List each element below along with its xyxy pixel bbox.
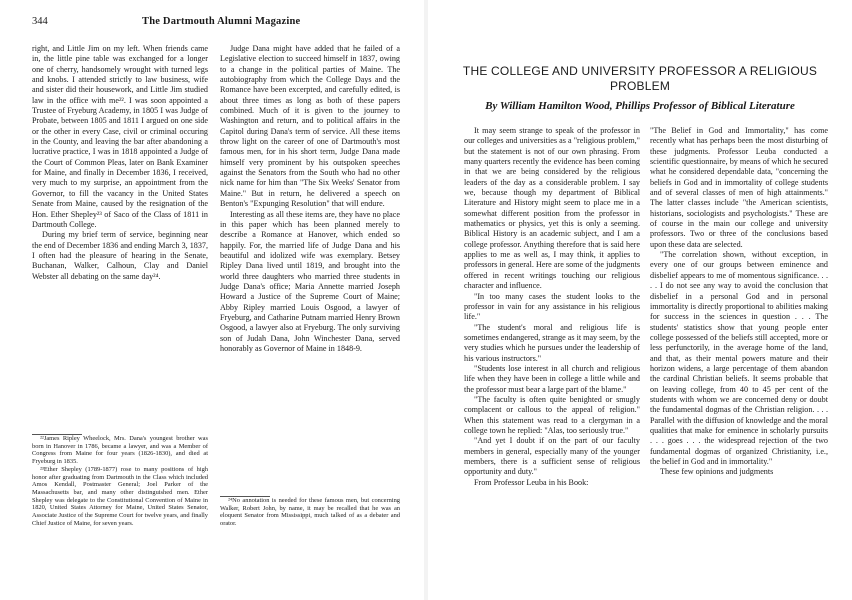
magazine-title: The Dartmouth Alumni Magazine	[142, 16, 301, 27]
paragraph: "Students lose interest in all church and religious life when they have been in college a little while and the professor must bear a large part of the blame."	[464, 363, 640, 394]
paragraph: Interesting as all these items are, they have no place in this paper which has been planned merely to describe a Romance at Hanover, which ended so happily. For, the married life of Judge Dana and his beautiful and idolized wife was exemplary. Betsey Ripley Dana lived until 1819, and brought into the world three daughters who married three students in Judge Dana's office; Maria Annette married Joseph Howard a Justice of the Supreme Court of Maine; Abby Ripley married Louis Osgood, a lawyer of Fryeburg, and Catharine Putnam married Henry Brown Osgood, a lawyer also at Fryeburg. The only surviving son of Judah Dana, John Winchester Dana, served honorably as Governor of Maine in 1848-9.	[220, 209, 400, 353]
paragraph: "The student's moral and religious life is sometimes endangered, strange as it may seem, by the very studies which he pursues under the leadership of his various instructors."	[464, 322, 640, 363]
paragraph: "The Belief in God and Immortality," has come recently what has perhaps been the most disturbing of these judgments. Professor Leuba conducted a scientific questionnaire, by means of which he secured what he considered dependable data, "concerning the beliefs in God and in immortality of college students and of several classes of men of high attainments." The latter classes include "the American scientists, historians, sociologists and psychologists." These are of course in the main our college and university professors. Two or three of the conclusions based upon these data are selected.	[650, 126, 828, 249]
paragraph: "The faculty is often quite benighted or smugly complacent or callous to the appeal of religion." When this statement was read to a clergyman in a college town he replied: "Alas, too seriously true."	[464, 394, 640, 435]
right-column-2	[650, 126, 828, 478]
paragraph: Judge Dana might have added that he failed of a Legislative election to succeed himself in 1837, owing to a change in the political parties of Maine. The autobiography from which the College Days and the Romance have been excerpted, and carefully edited, is about three times as long as both of these papers combined. Much of it is given to the journey to Washington and return, and to political affairs in the Capitol during Dana's term of service. All these items throw light on the career of one of Dartmouth's most famous men, for in his short term, Judge Dana made himself very prominent by his outspoken speeches against the Senators from the South who had no other nick name for him than "The Six Weeks' Senator from Maine." But in return, he delivered a speech on Benton's "Expunging Resolution" that will endure.	[220, 44, 400, 209]
paragraph: "In too many cases the student looks to the professor in vain for any assistance in his religious life."	[464, 291, 640, 322]
paragraph: From Professor Leuba in his Book:	[474, 477, 589, 487]
footnote: ²²James Ripley Wheelock, Mrs. Dana's youngest brother was born in Hanover in 1786, became a lawyer, and was a Member of Congress from Maine for four years (1826-1830), and died at Fryeburg in 1835.	[32, 435, 208, 466]
paragraph: During my brief term of service, beginning near the end of December 1836 and ending March 3, 1837, I often had the pleasure of hearing in the Senate, Buchanan, Walker, Calhoun, Clay and Daniel Webster all debating on the same day²⁴.	[32, 230, 208, 281]
article-byline: By William Hamilton Wood, Phillips Professor of Biblical Literature	[485, 100, 795, 112]
footnote: ²⁴No annotation is needed for these famous men, but concerning Walker, Robert John, by name, it may be recalled that he was an eloquent Senator from Mississippi, much talked of as a debater and orator.	[220, 497, 400, 528]
paragraph: These few opinions and judgments	[660, 467, 774, 477]
paragraph: right, and Little Jim on my left. When friends came in, the little pine table was exchanged for a longer one of cherry, handsomely wrought with turned legs and knobs. I attended strictly to law business, wife and sister did their housework, and Little Jim studied law in the office with me²². I was soon appointed a Trustee of Fryeburg Academy, in 1805 I was Judge of Probate, between 1805 and 1811 I argued on one side or the other in every Case, civil or criminal occuring in the County, and leaving the bar after abandoning a lucrative practice, I was in 1818 appointed a Judge of the Court of Common Pleas, later on Bank Examiner for Maine, and finally in December 1836, I received, very much to my surprise, an appointment from the Governor, to fill the vacancy in the United States Senate from Maine, caused by the resignation of the Hon. Ether Shepley²³ of Saco of the Class of 1811 in Dartmouth College.	[32, 44, 208, 229]
paragraph: "And yet I doubt if on the part of our faculty members in general, especially many of the younger members, there is a sufficient sense of religious opportunity and duty."	[464, 436, 640, 477]
left-column-2	[220, 44, 400, 354]
article-title: THE COLLEGE AND UNIVERSITY PROFESSOR A RELIGIOUS PROBLEM	[462, 64, 818, 93]
paragraph: "The correlation shown, without exception, in every one of our groups between eminence and disbelief appears to me of momentous significance. . . . . I do not see any way to avoid the conclusion that disbelief in a personal God and in personal immortality is directly proportional to abilities making for success in the sciences in question . . . The students' statistics show that young people enter college possessed of the beliefs still accepted, more or less perfunctorily, in the average home of the land, and that, as their mental powers mature and their horizon widens, a large percentage of them abandon the cardinal Christian beliefs. It seems probable that on leaving college, from 40 to 45 per cent of the students with whom we are concerned deny or doubt the fundamental dogmas of the Christian religion. . . . Parallel with the diffusion of knowledge and the moral qualities that make for eminence in scholarly pursuits . . . goes . . . the widespread rejection of the two fundamental dogmas of organized Christianity, i.e., the belief in God and in immortality."	[650, 250, 828, 466]
footnotes-column-1	[32, 434, 208, 527]
running-head	[32, 16, 392, 32]
right-page	[428, 0, 852, 600]
left-column-1	[32, 44, 208, 282]
footnotes-column-2	[220, 496, 400, 528]
paragraph: It may seem strange to speak of the professor in our colleges and universities as a "religious problem," but the statement is not of our own phrasing. From many quarters recently the evidence has been coming in that we are being considered by the religious leaders of the day as a considerable problem. I say we, because though my department of Biblical Literature and History might seem to place me in a somewhat different position from the professor in mathematics or physics, yet this is only a seeming. Biblical History is an academic subject, and I am a college professor. Anything therefore that is said here applies to me as well as, I may think, it applies to professors in general. Here are some of the judgments offered in recent writings touching our religious character and influence.	[464, 126, 640, 291]
footnote: ²³Ether Shepley (1789-1877) rose to many positions of high honor after graduating from Dartmouth in the Class which included Amos Kendall, Postmaster General; Joel Parker of the Massachusetts bar, and many other distinguished men. Ether Shepley was delegate to the Constitutional Convention of Maine in 1820, United States Attorney for Maine, United States Senator, Associate Justice of the Supreme Court for twelve years, and finally Chief Justice of Maine, for seven years.	[32, 465, 208, 527]
left-page	[0, 0, 424, 600]
page-number: 344	[32, 16, 48, 27]
right-column-1	[464, 126, 640, 488]
